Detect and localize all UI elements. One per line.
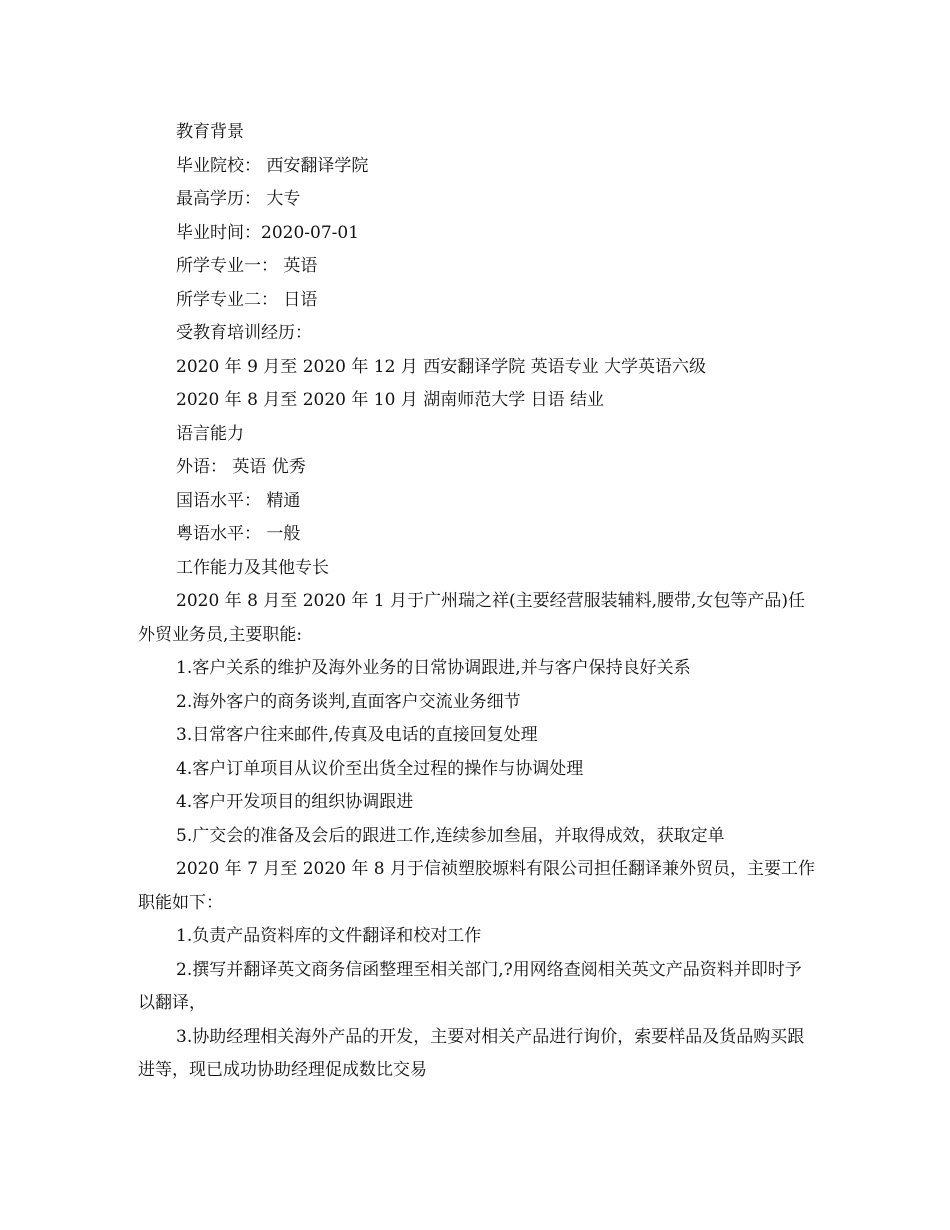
job1-duty-item: 1.客户关系的维护及海外业务的日常协调跟进,并与客户保持良好关系 [176,658,691,678]
degree-line: 最高学历： 大专 [176,189,301,209]
foreign-language-line: 外语： 英语 优秀 [176,457,306,477]
work-heading: 工作能力及其他专长 [176,557,329,578]
job1-duty-item: 4.客户开发项目的组织协调跟进 [176,792,414,812]
job1-duty-item: 2.海外客户的商务谈判,直面客户交流业务细节 [176,691,521,712]
job1-duty-item: 4.客户订单项目从议价至出货全过程的操作与协调处理 [176,758,584,779]
job2-duty-item: 1.负责产品资料库的文件翻译和校对工作 [176,926,482,946]
cantonese-line: 粤语水平： 一般 [176,524,301,544]
resume-content [138,116,818,1088]
language-heading: 语言能力 [176,423,244,444]
job1-intro-paragraph: 2020 年 8 月至 2020 年 1 月于广州瑞之祥(主要经营服装辅料,腰带,女包等产品)任外贸业务员,主要职能: [138,591,806,645]
training-item: 2020 年 8 月至 2020 年 10 月 湖南师范大学 日语 结业 [176,390,605,410]
training-item: 2020 年 9 月至 2020 年 12 月 西安翻译学院 英语专业 大学英语六级 [176,356,707,377]
training-heading: 受教育培训经历： [176,323,312,343]
major2-line: 所学专业二： 日语 [176,289,318,310]
grad-time-line: 毕业时间：2020-07-01 [176,222,360,243]
job2-duty-item: 3.协助经理相关海外产品的开发，主要对相关产品进行询价，索要样品及货品购买跟进等，现已成功协助经理促成数比交易 [138,1026,805,1080]
education-heading: 教育背景 [176,122,244,142]
job2-duty-item: 2.撰写并翻译英文商务信函整理至相关部门,?用网络查阅相关英文产品资料并即时予以翻译， [138,959,802,1013]
major1-line: 所学专业一： 英语 [176,256,318,276]
job2-intro-paragraph: 2020 年 7 月至 2020 年 8 月于信祯塑胶塬料有限公司担任翻译兼外贸员，主要工作职能如下： [138,859,815,913]
job1-duty-item: 3.日常客户往来邮件,传真及电话的直接回复处理 [176,725,538,745]
school-line: 毕业院校： 西安翻译学院 [176,155,369,176]
job1-duty-item: 5.广交会的准备及会后的跟进工作,连续参加叁届，并取得成效，获取定单 [176,825,725,846]
mandarin-line: 国语水平： 精通 [176,490,301,511]
